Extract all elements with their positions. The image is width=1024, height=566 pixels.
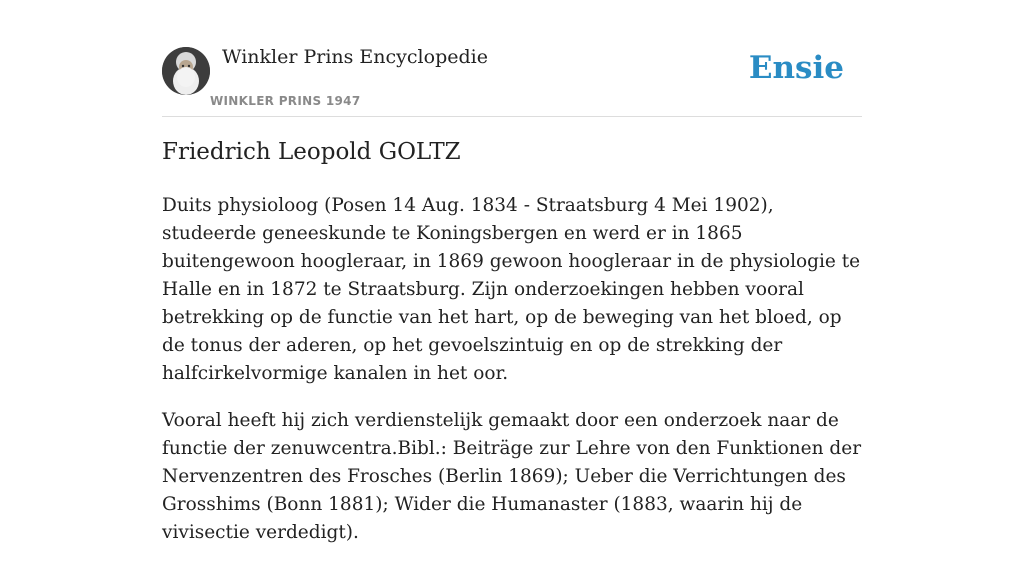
source-header	[162, 40, 862, 117]
article-paragraph: Duits physioloog (Posen 14 Aug. 1834 - Straatsburg 4 Mei 1902), studeerde geneeskunde te Koningsbergen en werd er in 1865 buitengewoon hoogleraar, in 1869 gewoon hoogleraar in de physiologie te Halle en in 1872 te Straatsburg. Zijn onderzoekingen hebben vooral betrekking op de functie van het hart, op de beweging van het bloed, op de tonus der aderen, op het gevoelszintuig en op de strekking der halfcirkelvormige kanalen in het oor.	[162, 195, 861, 384]
article-title: Friedrich Leopold GOLTZ	[162, 139, 461, 165]
source-subtitle[interactable]: WINKLER PRINS 1947	[210, 94, 361, 108]
article-paragraph: Vooral heeft hij zich verdienstelijk gemaakt door een onderzoek naar de functie der zenuwcentra.Bibl.: Beiträge zur Lehre von den Funktionen der Nervenzentren des Frosches (Berlin 1869); Ueber die Verrichtungen des Grosshims (Bonn 1881); Wider die Humanaster (1883, waarin hij de vivisectie verdedigt).	[162, 410, 862, 543]
source-title[interactable]: Winkler Prins Encyclopedie	[222, 46, 488, 68]
bearded-man-portrait-icon[interactable]	[162, 47, 210, 95]
article-body	[162, 192, 862, 566]
brand-logo[interactable]: Ensie	[748, 50, 844, 86]
